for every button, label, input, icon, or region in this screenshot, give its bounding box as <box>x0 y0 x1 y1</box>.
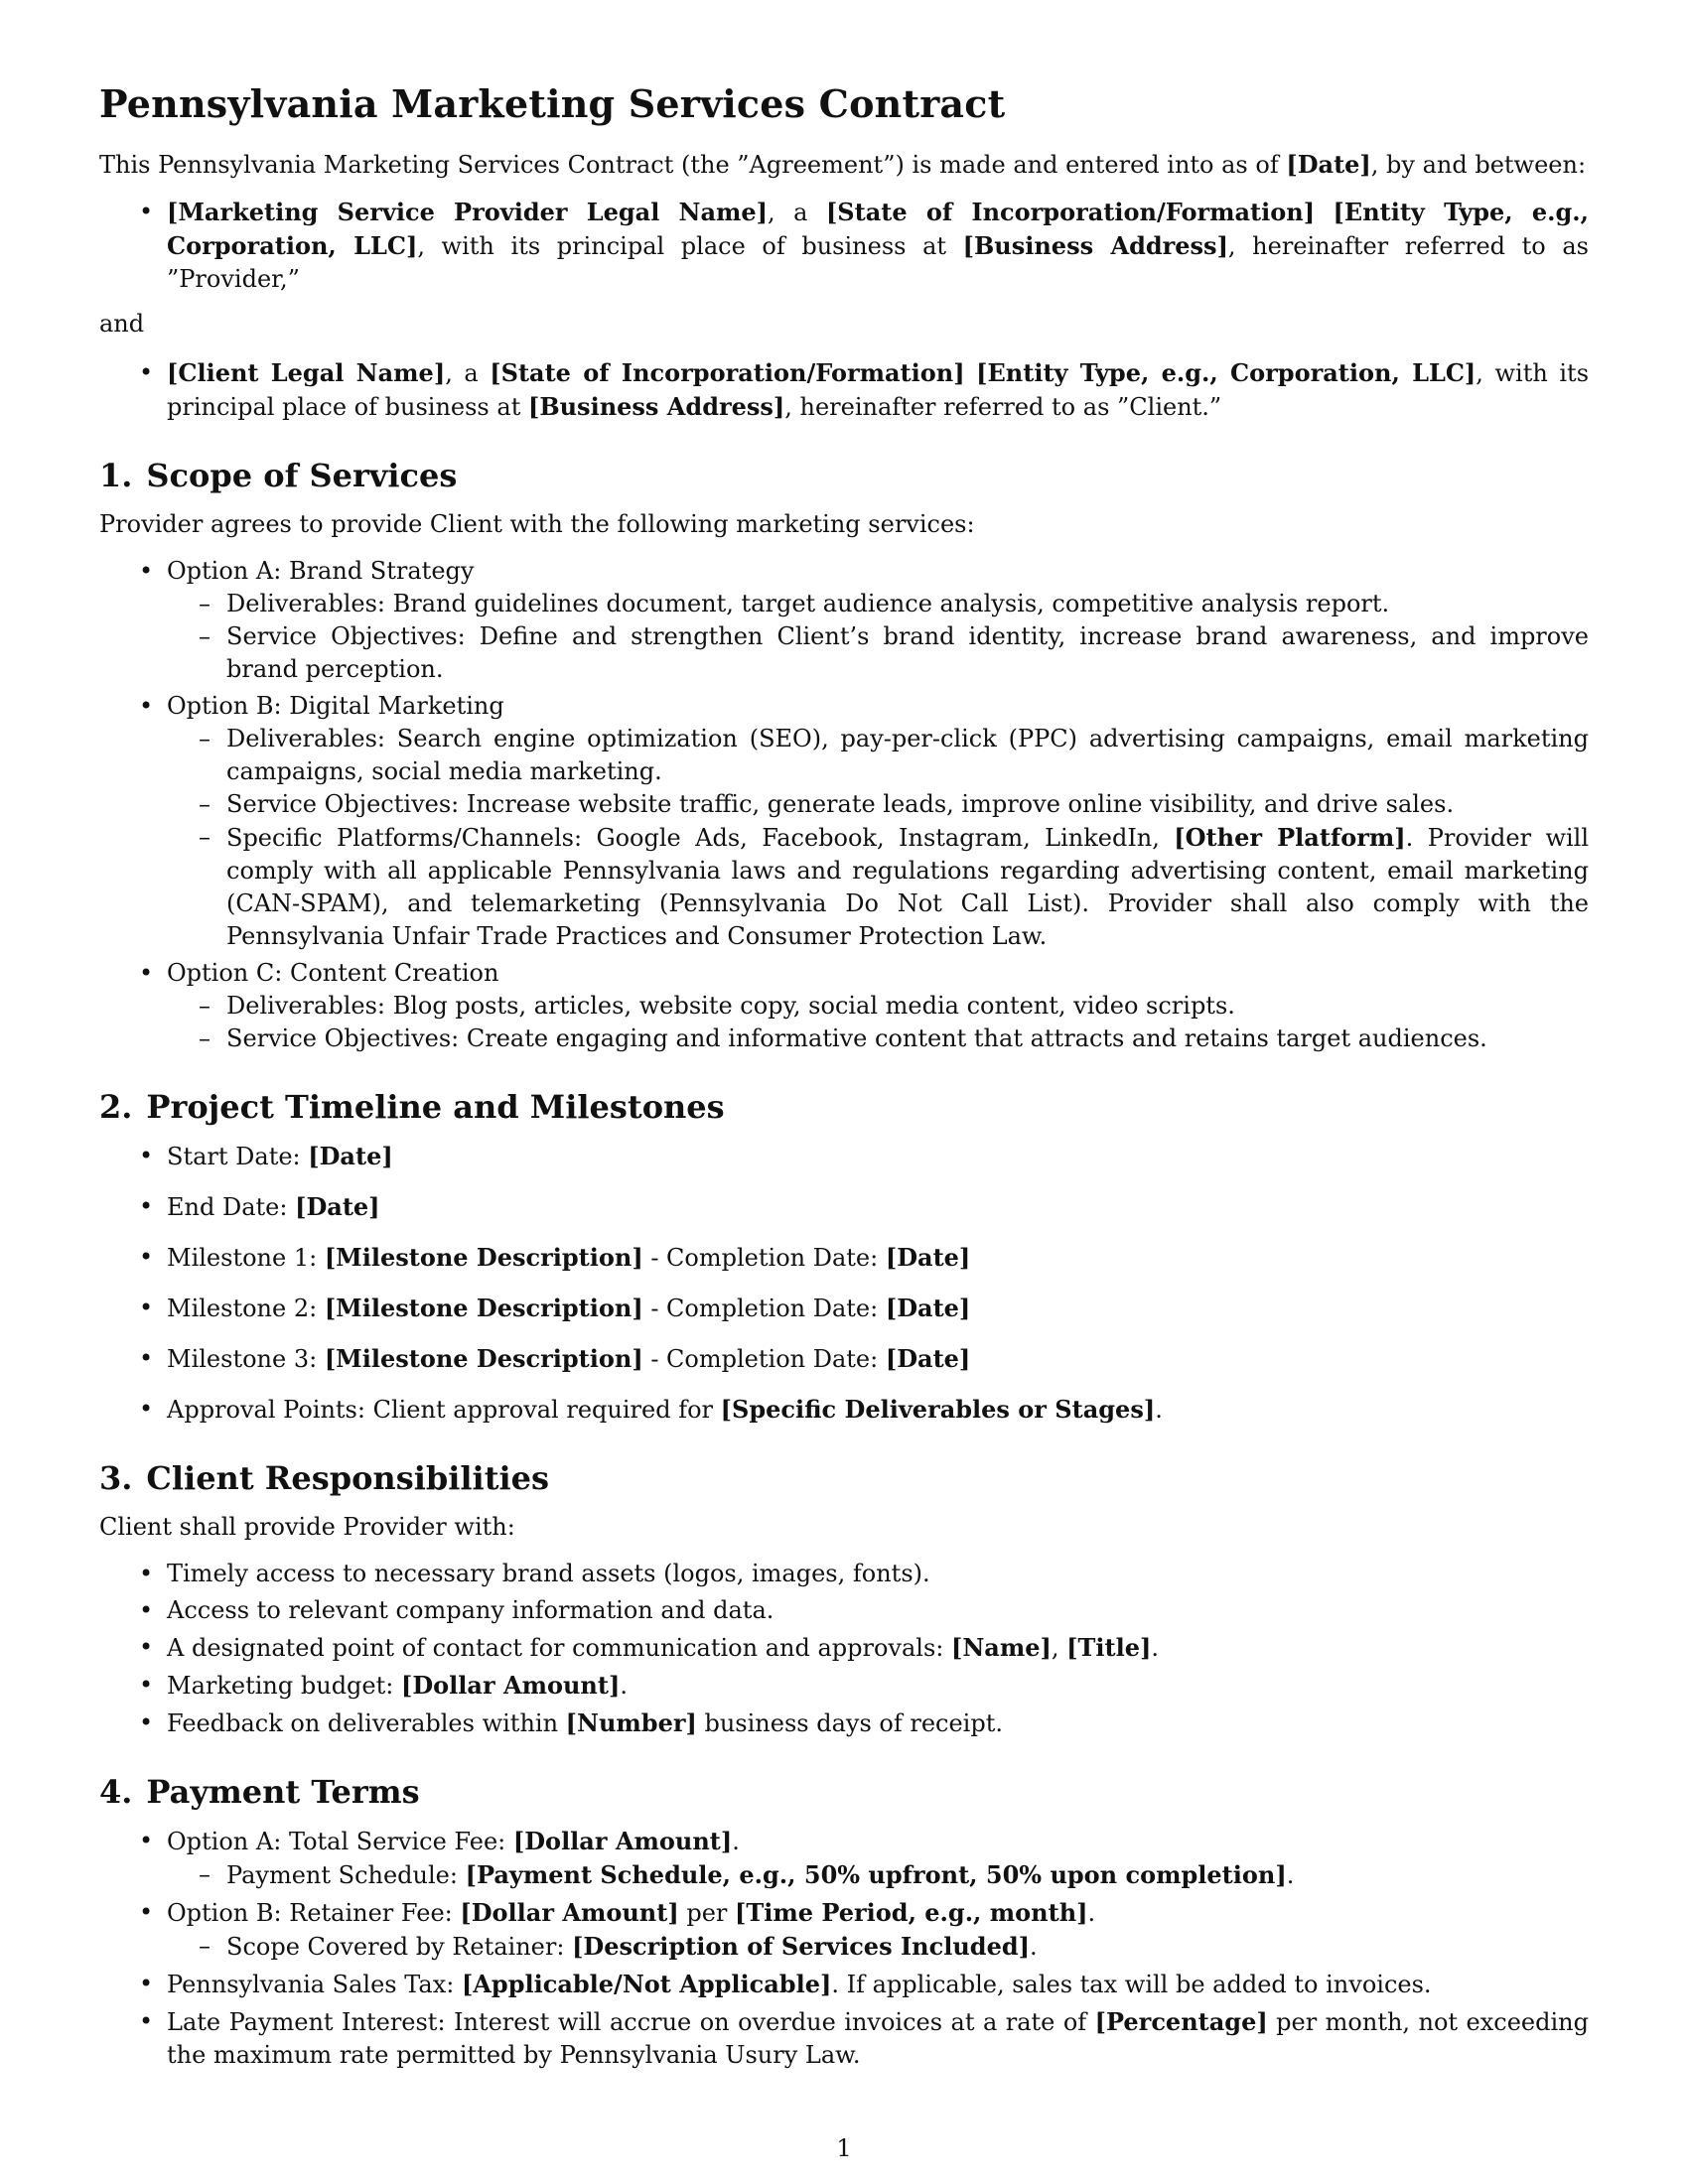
section-heading-responsibilities: 3. Client Responsibilities <box>99 1459 550 1497</box>
and-connector: and <box>99 310 145 338</box>
responsibilities-intro: Client shall provide Provider with: <box>99 1513 515 1541</box>
party-provider: • [Marketing Service Provider Legal Name], a [State of Incorporation/Formation] [Entity Type, e.g., Corporation, LLC], with its principal place of business at [Business Address], hereinafter referred to as ”Provider,” <box>99 196 1589 296</box>
responsibility-item: • Marketing budget: [Dollar Amount]. <box>99 1669 1589 1703</box>
payment-option-b: • Option B: Retainer Fee: [Dollar Amount] per [Time Period, e.g., month]. – Scope Covered by Retainer: [Description of Services Included]. <box>99 1896 1589 1964</box>
option-c-objectives: – Service Objectives: Create engaging and informative content that attracts and retains target audiences. <box>99 1023 1589 1055</box>
approval-points-item: • Approval Points: Client approval required for [Specific Deliverables or Stages]. <box>99 1393 1589 1427</box>
section-heading-timeline: 2. Project Timeline and Milestones <box>99 1088 725 1126</box>
party-client-list <box>99 356 1589 424</box>
section-heading-scope: 1. Scope of Services <box>99 457 458 494</box>
payment-schedule: – Payment Schedule: [Payment Schedule, e.g., 50% upfront, 50% upon completion]. <box>99 1858 1589 1892</box>
milestone-3-item: • Milestone 3: [Milestone Description] - Completion Date: [Date] <box>99 1342 1589 1376</box>
document-title: Pennsylvania Marketing Services Contract <box>99 81 1006 126</box>
milestone-1-item: • Milestone 1: [Milestone Description] - Completion Date: [Date] <box>99 1241 1589 1275</box>
option-b-platforms: – Specific Platforms/Channels: Google Ads, Facebook, Instagram, LinkedIn, [Other Platform]. Provider will comply with all applicable Pennsylvania laws and regulations regarding advertising content, email marketing (CAN-SPAM), and telemarketing (Pennsylvania Do Not Call List). Provider shall also comply with the Pennsylvania Unfair Trade Practices and Consumer Protection Law. <box>99 821 1589 953</box>
start-date-item: • Start Date: [Date] <box>99 1140 1589 1173</box>
contract-page <box>99 81 1590 2084</box>
timeline-list <box>99 1140 1589 1427</box>
option-b-deliverables: – Deliverables: Search engine optimization (SEO), pay-per-click (PPC) advertising campaigns, email marketing campaigns, social media marketing. <box>99 723 1589 788</box>
option-a-deliverables: – Deliverables: Brand guidelines document, target audience analysis, competitive analysis report. <box>99 588 1589 620</box>
responsibility-item: • A designated point of contact for communication and approvals: [Name], [Title]. <box>99 1631 1589 1665</box>
payment-option-a: • Option A: Total Service Fee: [Dollar Amount]. – Payment Schedule: [Payment Schedule, e.g., 50% upfront, 50% upon completion]. <box>99 1825 1589 1892</box>
party-provider-list <box>99 196 1589 296</box>
page-number: 1 <box>836 2134 852 2162</box>
responsibility-item: • Access to relevant company information and data. <box>99 1594 1589 1627</box>
payment-terms-list <box>99 1825 1589 2072</box>
option-c-deliverables: – Deliverables: Blog posts, articles, website copy, social media content, video scripts. <box>99 990 1589 1023</box>
retainer-scope: – Scope Covered by Retainer: [Description of Services Included]. <box>99 1930 1589 1964</box>
option-b: • Option B: Digital Marketing – Deliverables: Search engine optimization (SEO), pay-per-click (PPC) advertising campaigns, email marketing campaigns, social media marketing. – Service Objectives: Increase website traffic, generate leads, improve online visibility, and drive sales. – Specific Platforms/Channels: Google Ads, Facebook, Instagram, LinkedIn, [Other Platform]. Provider will comply with all applicable Pennsylvania laws and regulations regarding advertising content, email marketing (CAN-SPAM), and telemarketing (Pennsylvania Do Not Call List). Provider shall also comply with the Pennsylvania Unfair Trade Practices and Consumer Protection Law. <box>99 690 1589 953</box>
option-b-objectives: – Service Objectives: Increase website traffic, generate leads, improve online visibility, and drive sales. <box>99 788 1589 821</box>
responsibilities-list <box>99 1558 1589 1740</box>
milestone-2-item: • Milestone 2: [Milestone Description] - Completion Date: [Date] <box>99 1292 1589 1325</box>
end-date-item: • End Date: [Date] <box>99 1190 1589 1224</box>
option-a: • Option A: Brand Strategy – Deliverables: Brand guidelines document, target audience analysis, competitive analysis report. – Service Objectives: Define and strengthen Client’s brand identity, increase brand awareness, and improve brand perception. <box>99 555 1589 686</box>
agreement-date-placeholder: [Date] <box>1286 150 1371 179</box>
late-payment-item: • Late Payment Interest: Interest will accrue on overdue invoices at a rate of [Percentage] per month, not exceeding the maximum rate permitted by Pennsylvania Usury Law. <box>99 2005 1589 2072</box>
option-a-objectives: – Service Objectives: Define and strengthen Client’s brand identity, increase brand awareness, and improve brand perception. <box>99 620 1589 686</box>
party-client: • [Client Legal Name], a [State of Incorporation/Formation] [Entity Type, e.g., Corporation, LLC], with its principal place of business at [Business Address], hereinafter referred to as ”Client.” <box>99 356 1589 424</box>
sales-tax-item: • Pennsylvania Sales Tax: [Applicable/Not Applicable]. If applicable, sales tax will be added to invoices. <box>99 1968 1589 2001</box>
scope-intro: Provider agrees to provide Client with the following marketing services: <box>99 510 975 538</box>
intro-paragraph: This Pennsylvania Marketing Services Contract (the ”Agreement”) is made and entered into as of [Date], by and between: <box>99 150 1587 179</box>
option-c: • Option C: Content Creation – Deliverables: Blog posts, articles, website copy, social media content, video scripts. – Service Objectives: Create engaging and informative content that attracts and retains target audiences. <box>99 957 1589 1055</box>
section-heading-payment: 4. Payment Terms <box>99 1773 420 1811</box>
responsibility-item: • Feedback on deliverables within [Number] business days of receipt. <box>99 1706 1589 1740</box>
responsibility-item: • Timely access to necessary brand assets (logos, images, fonts). <box>99 1558 1589 1590</box>
scope-options-list <box>99 555 1589 1055</box>
